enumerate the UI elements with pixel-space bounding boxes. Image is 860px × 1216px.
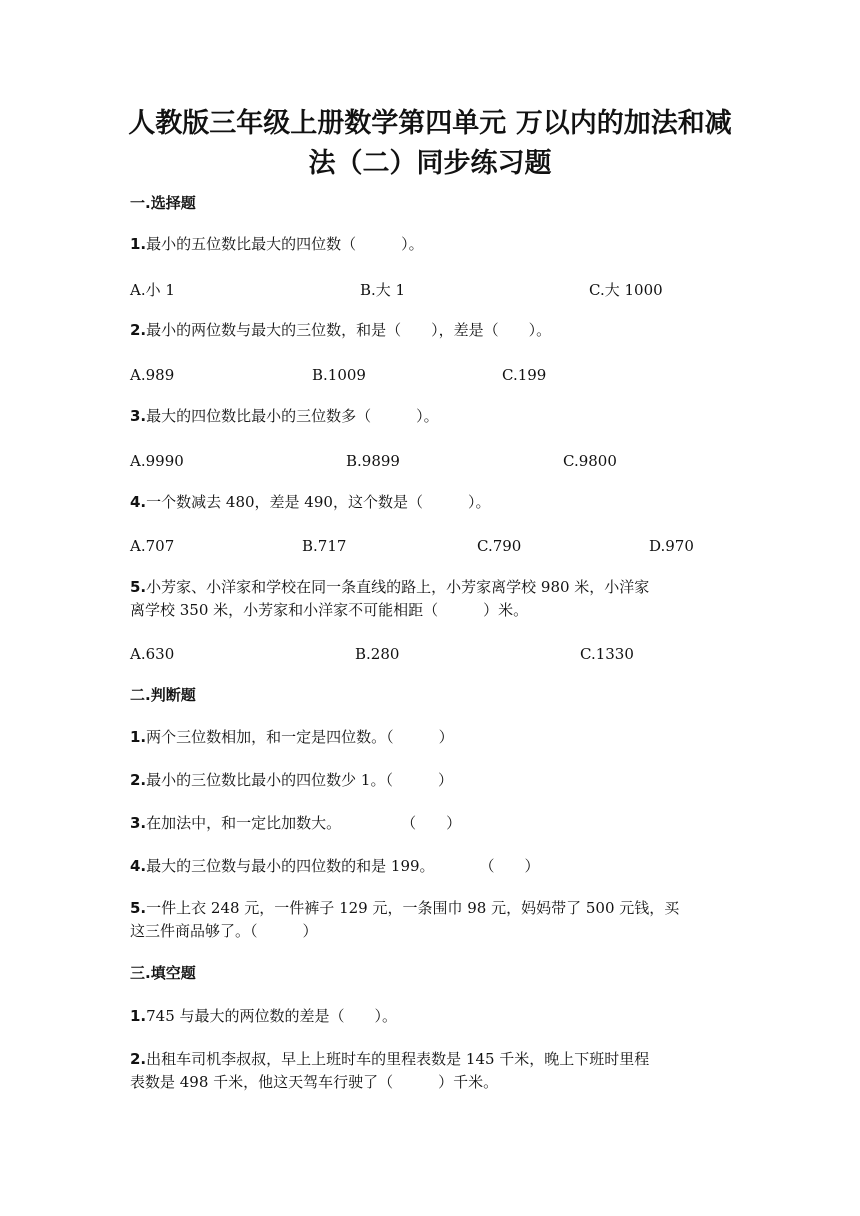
option-b: B.280 xyxy=(355,645,400,663)
page-title-line-1: 人教版三年级上册数学第四单元 万以内的加法和减 xyxy=(128,108,732,139)
question-text: 最大的四位数比最小的三位数多（ ）。 xyxy=(146,407,439,425)
choice-options-5 xyxy=(130,643,730,665)
choice-options-2 xyxy=(130,364,730,386)
judge-question-3 xyxy=(130,812,730,835)
option-b: B.大 1 xyxy=(360,281,406,299)
judge-question-2 xyxy=(130,769,730,792)
option-a: A.小 1 xyxy=(130,281,175,299)
question-number: 1. xyxy=(130,1007,147,1025)
page-title-line-2: 法（二）同步练习题 xyxy=(308,148,552,179)
section-heading-choice: 一.选择题 xyxy=(130,194,196,212)
question-number: 2. xyxy=(130,1050,147,1068)
question-text-line-2: 表数是 498 千米，他这天驾车行驶了（ ）千米。 xyxy=(130,1073,499,1091)
question-text: 最小的五位数比最大的四位数（ ）。 xyxy=(146,235,424,253)
choice-question-1 xyxy=(130,233,730,256)
question-number: 4. xyxy=(130,857,147,875)
page-title xyxy=(120,104,740,184)
question-text-line-1: 出租车司机李叔叔，早上上班时车的里程表数是 145 千米，晚上下班时里程 xyxy=(146,1050,650,1068)
question-number: 4. xyxy=(130,493,147,511)
question-text-line-1: 小芳家、小洋家和学校在同一条直线的路上，小芳家离学校 980 米，小洋家 xyxy=(146,578,650,596)
question-number: 3. xyxy=(130,814,147,832)
option-c: C.199 xyxy=(502,366,547,384)
option-b: B.717 xyxy=(302,537,347,555)
option-b: B.1009 xyxy=(312,366,366,384)
question-text-line-2: 离学校 350 米，小芳家和小洋家不可能相距（ ）米。 xyxy=(130,601,529,619)
choice-question-5 xyxy=(130,576,730,622)
question-text: 745 与最大的两位数的差是（ ）。 xyxy=(146,1007,398,1025)
option-a: A.707 xyxy=(130,537,175,555)
judge-question-5 xyxy=(130,897,730,943)
choice-question-4 xyxy=(130,491,730,514)
section-heading-judge: 二.判断题 xyxy=(130,686,196,704)
option-b: B.9899 xyxy=(346,452,400,470)
fill-question-1 xyxy=(130,1005,730,1028)
question-number: 1. xyxy=(130,235,147,253)
option-a: A.989 xyxy=(130,366,175,384)
fill-question-2 xyxy=(130,1048,730,1094)
option-c: C.大 1000 xyxy=(589,281,663,299)
question-number: 2. xyxy=(130,771,147,789)
choice-options-4 xyxy=(130,535,730,557)
section-heading-fill: 三.填空题 xyxy=(130,964,196,982)
question-number: 2. xyxy=(130,321,147,339)
choice-options-1 xyxy=(130,279,730,301)
question-number: 3. xyxy=(130,407,147,425)
question-text: 最大的三位数与最小的四位数的和是 199。 （ ） xyxy=(146,857,540,875)
judge-question-4 xyxy=(130,855,730,878)
choice-question-3 xyxy=(130,405,730,428)
option-c: C.9800 xyxy=(563,452,617,470)
choice-question-2 xyxy=(130,319,730,342)
option-a: A.630 xyxy=(130,645,175,663)
question-text: 在加法中，和一定比加数大。 （ ） xyxy=(146,814,462,832)
question-number: 1. xyxy=(130,728,147,746)
question-text: 最小的两位数与最大的三位数，和是（ ），差是（ ）。 xyxy=(146,321,552,339)
question-text: 一个数减去 480，差是 490，这个数是（ ）。 xyxy=(146,493,491,511)
judge-question-1 xyxy=(130,726,730,749)
option-c: C.790 xyxy=(477,537,522,555)
question-text-line-2: 这三件商品够了。（ ） xyxy=(130,922,318,940)
question-text-line-1: 一件上衣 248 元，一件裤子 129 元，一条围巾 98 元，妈妈带了 500 元钱，买 xyxy=(146,899,680,917)
option-c: C.1330 xyxy=(580,645,634,663)
question-number: 5. xyxy=(130,578,147,596)
option-a: A.9990 xyxy=(130,452,184,470)
question-text: 两个三位数相加，和一定是四位数。（ ） xyxy=(146,728,454,746)
question-text: 最小的三位数比最小的四位数少 1。（ ） xyxy=(146,771,453,789)
choice-options-3 xyxy=(130,450,730,472)
question-number: 5. xyxy=(130,899,147,917)
option-d: D.970 xyxy=(649,537,694,555)
